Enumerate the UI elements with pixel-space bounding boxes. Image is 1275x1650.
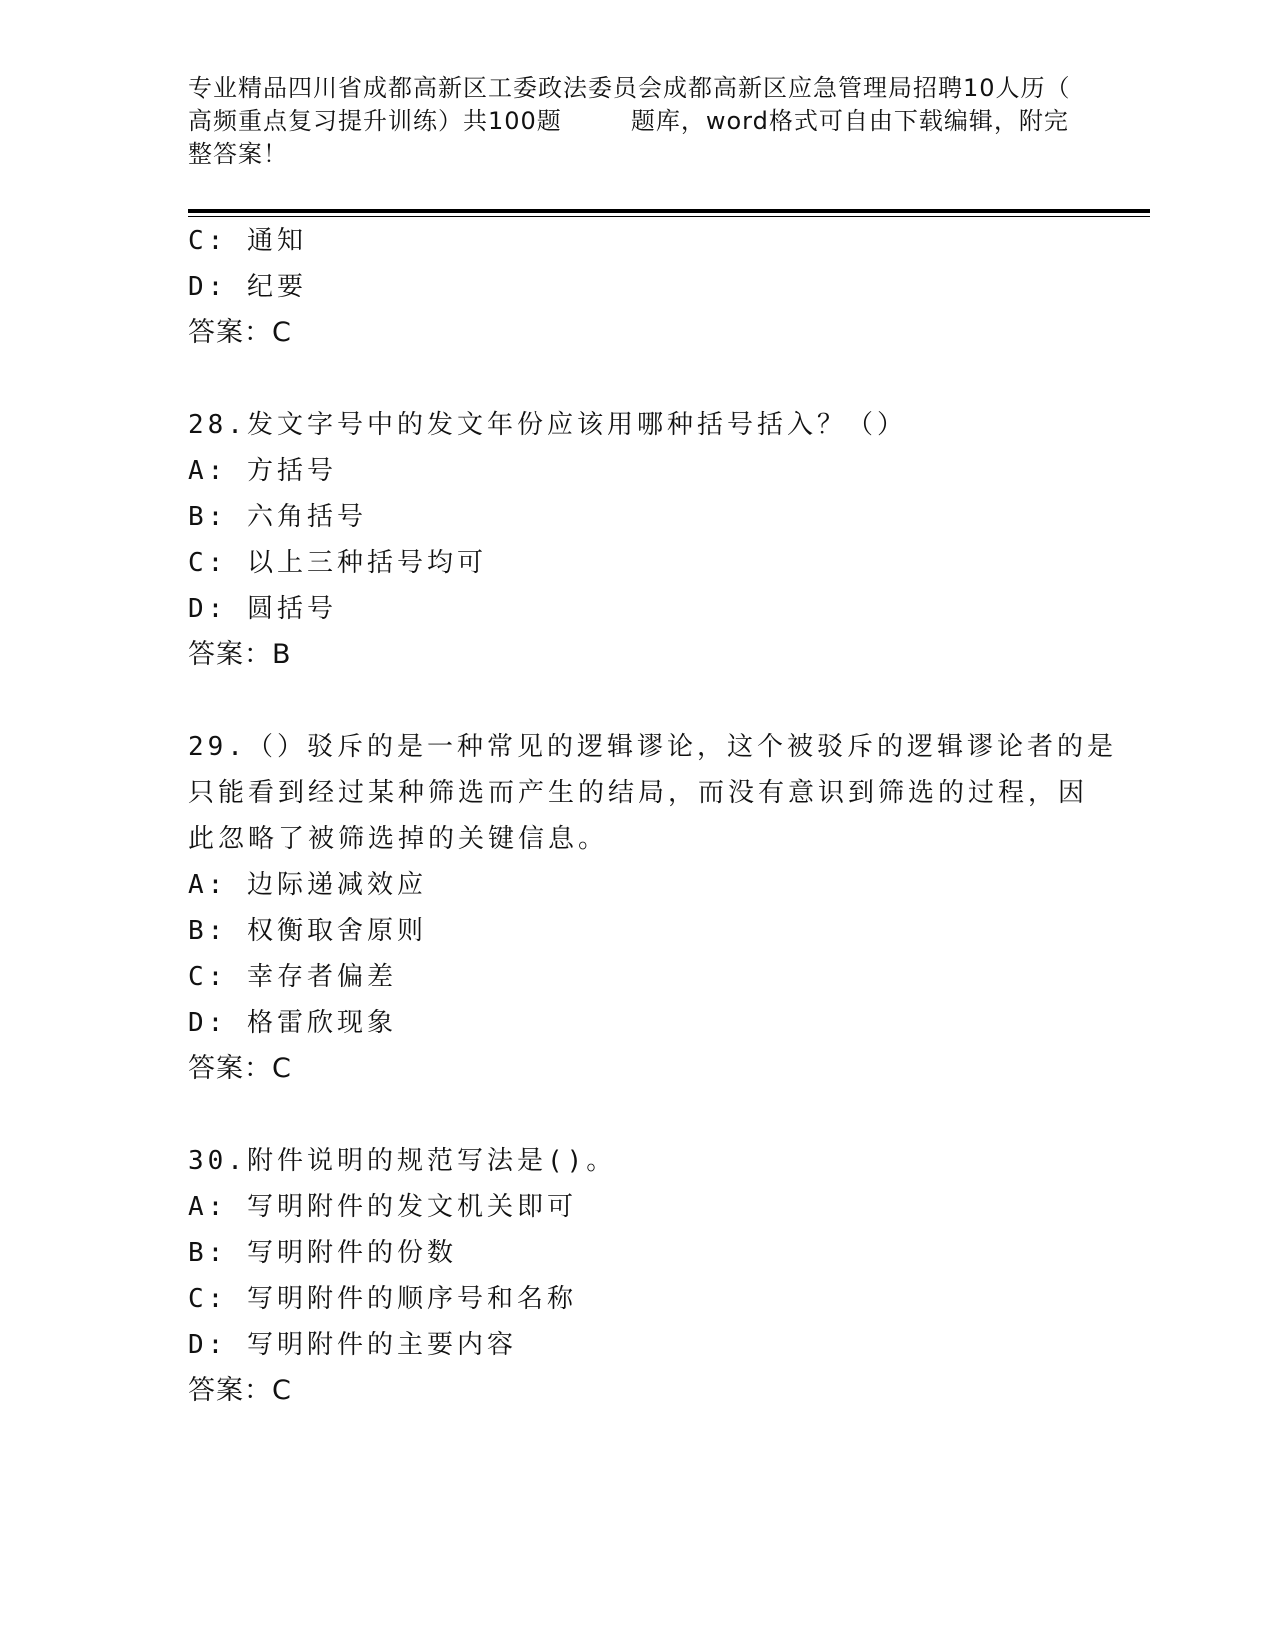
- question-text: 29.（）驳斥的是一种常见的逻辑谬论，这个被驳斥的逻辑谬论者的是: [188, 732, 1117, 762]
- option-item: B: 写明附件的份数: [188, 1238, 457, 1268]
- option-item: A: 写明附件的发文机关即可: [188, 1192, 577, 1222]
- option-item: C: 通知: [188, 226, 307, 256]
- header-line: 高频重点复习提升训练）共100题 题库，word格式可自由下载编辑，附完: [188, 107, 1069, 135]
- option-item: C: 写明附件的顺序号和名称: [188, 1284, 577, 1314]
- spacer: [188, 1092, 1088, 1138]
- question-text: 此忽略了被筛选掉的关键信息。: [188, 824, 609, 854]
- question-text: 28.发文字号中的发文年份应该用哪种括号括入？（）: [188, 410, 907, 440]
- header-line: 专业精品四川省成都高新区工委政法委员会成都高新区应急管理局招聘10人历（: [188, 74, 1071, 102]
- answer-line: 答案：C: [188, 317, 292, 348]
- question-block: [188, 1138, 1088, 1414]
- option-item: D: 格雷欣现象: [188, 1008, 397, 1038]
- option-item: D: 圆括号: [188, 594, 337, 624]
- option-item: C: 幸存者偏差: [188, 962, 397, 992]
- option-item: A: 方括号: [188, 456, 337, 486]
- option-item: B: 权衡取舍原则: [188, 916, 427, 946]
- answer-line: 答案：C: [188, 1053, 292, 1084]
- answer-line: 答案：B: [188, 639, 292, 670]
- spacer: [188, 356, 1088, 402]
- question-block: [188, 724, 1117, 1092]
- option-item: D: 纪要: [188, 272, 307, 302]
- question-block-continued: [188, 218, 1088, 356]
- question-text: 30.附件说明的规范写法是()。: [188, 1146, 617, 1176]
- document-header: [188, 72, 1071, 171]
- option-item: B: 六角括号: [188, 502, 367, 532]
- option-item: D: 写明附件的主要内容: [188, 1330, 517, 1360]
- header-divider-thick: [188, 209, 1150, 213]
- option-item: C: 以上三种括号均可: [188, 548, 487, 578]
- header-divider-thin: [188, 216, 1150, 217]
- option-item: A: 边际递减效应: [188, 870, 427, 900]
- spacer: [188, 678, 1088, 724]
- answer-line: 答案：C: [188, 1375, 292, 1406]
- question-list: [188, 218, 1117, 1414]
- question-block: [188, 402, 1088, 678]
- question-text: 只能看到经过某种筛选而产生的结局，而没有意识到筛选的过程，因: [188, 778, 1089, 808]
- header-line: 整答案！: [188, 140, 288, 168]
